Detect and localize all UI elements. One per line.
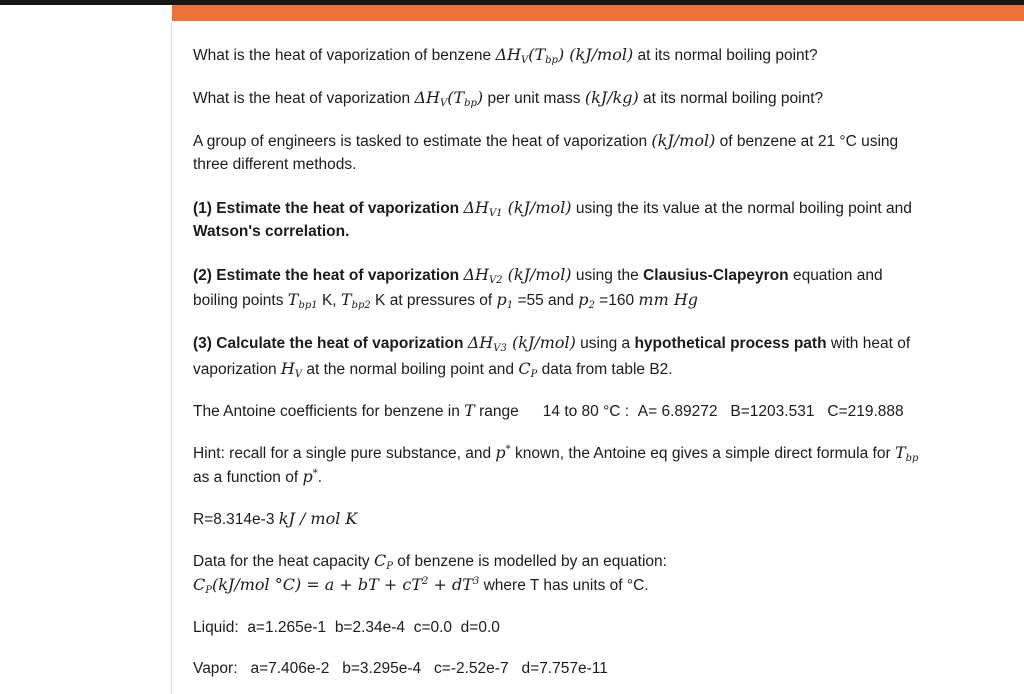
method-3-line-2: vaporization $H_V$ at the normal boiling point and $C_P$ data from table B2. [193,359,673,380]
method-2-line-1: (2) Estimate the heat of vaporization $\Delta H_{V2}$ (kJ/mol) using the Clausius-Clapeyron equation and [193,265,883,286]
method-1-line-1: (1) Estimate the heat of vaporization $\Delta H_{V1}$ (kJ/mol) using the its value at the normal boiling point and [193,198,912,219]
question-2: What is the heat of vaporization $\Delta H_V(T_{bp})$ per unit mass (kJ/kg) at its normal boiling point? [193,88,824,109]
left-divider [171,21,172,694]
hint-line-1: Hint: recall for a single pure substance, and p* known, the Antoine eq gives a simple direct formula for $T_{bp}$ [193,443,919,464]
liquid-coefficients: Liquid: a=1.265e-1 b=2.34e-4 c=0.0 d=0.0 [193,619,500,636]
method-3-line-1: (3) Calculate the heat of vaporization $\Delta H_{V3}$ (kJ/mol) using a hypothetical process path with heat of [193,333,911,354]
cp-intro: Data for the heat capacity $C_P$ of benzene is modelled by an equation: [193,551,667,572]
method-1-line-2: Watson's correlation. [193,223,350,240]
intro-line-2: three different methods. [193,156,357,173]
intro-line-1: A group of engineers is tasked to estimate the heat of vaporization (kJ/mol) of benzene at 21 °C using [193,131,899,150]
hint-line-2: as a function of p*. [193,467,322,486]
question-1: What is the heat of vaporization of benzene $\Delta H_V(T_{bp})$ (kJ/mol) at its normal boiling point? [193,45,818,66]
vapor-coefficients: Vapor: a=7.406e-2 b=3.295e-4 c=-2.52e-7 d=7.757e-11 [193,660,608,677]
method-2-line-2: boiling points $T_{bp1}$ K, $T_{bp2}$ K at pressures of $p_1 =55$ and $p_2 =160$ mm Hg [193,290,699,311]
header-accent-bar [172,5,1024,21]
gas-constant: R=8.314e-3 kJ / mol K [193,509,358,528]
antoine-coefficients: The Antoine coefficients for benzene in T range 14 to 80 °C : A= 6.89272 B=1203.531 C=219.888 [193,401,904,420]
cp-equation: $C_P(kJ$/mol °C) = a + bT + $cT^2 + dT^3$ where T has units of °C. [193,575,649,596]
